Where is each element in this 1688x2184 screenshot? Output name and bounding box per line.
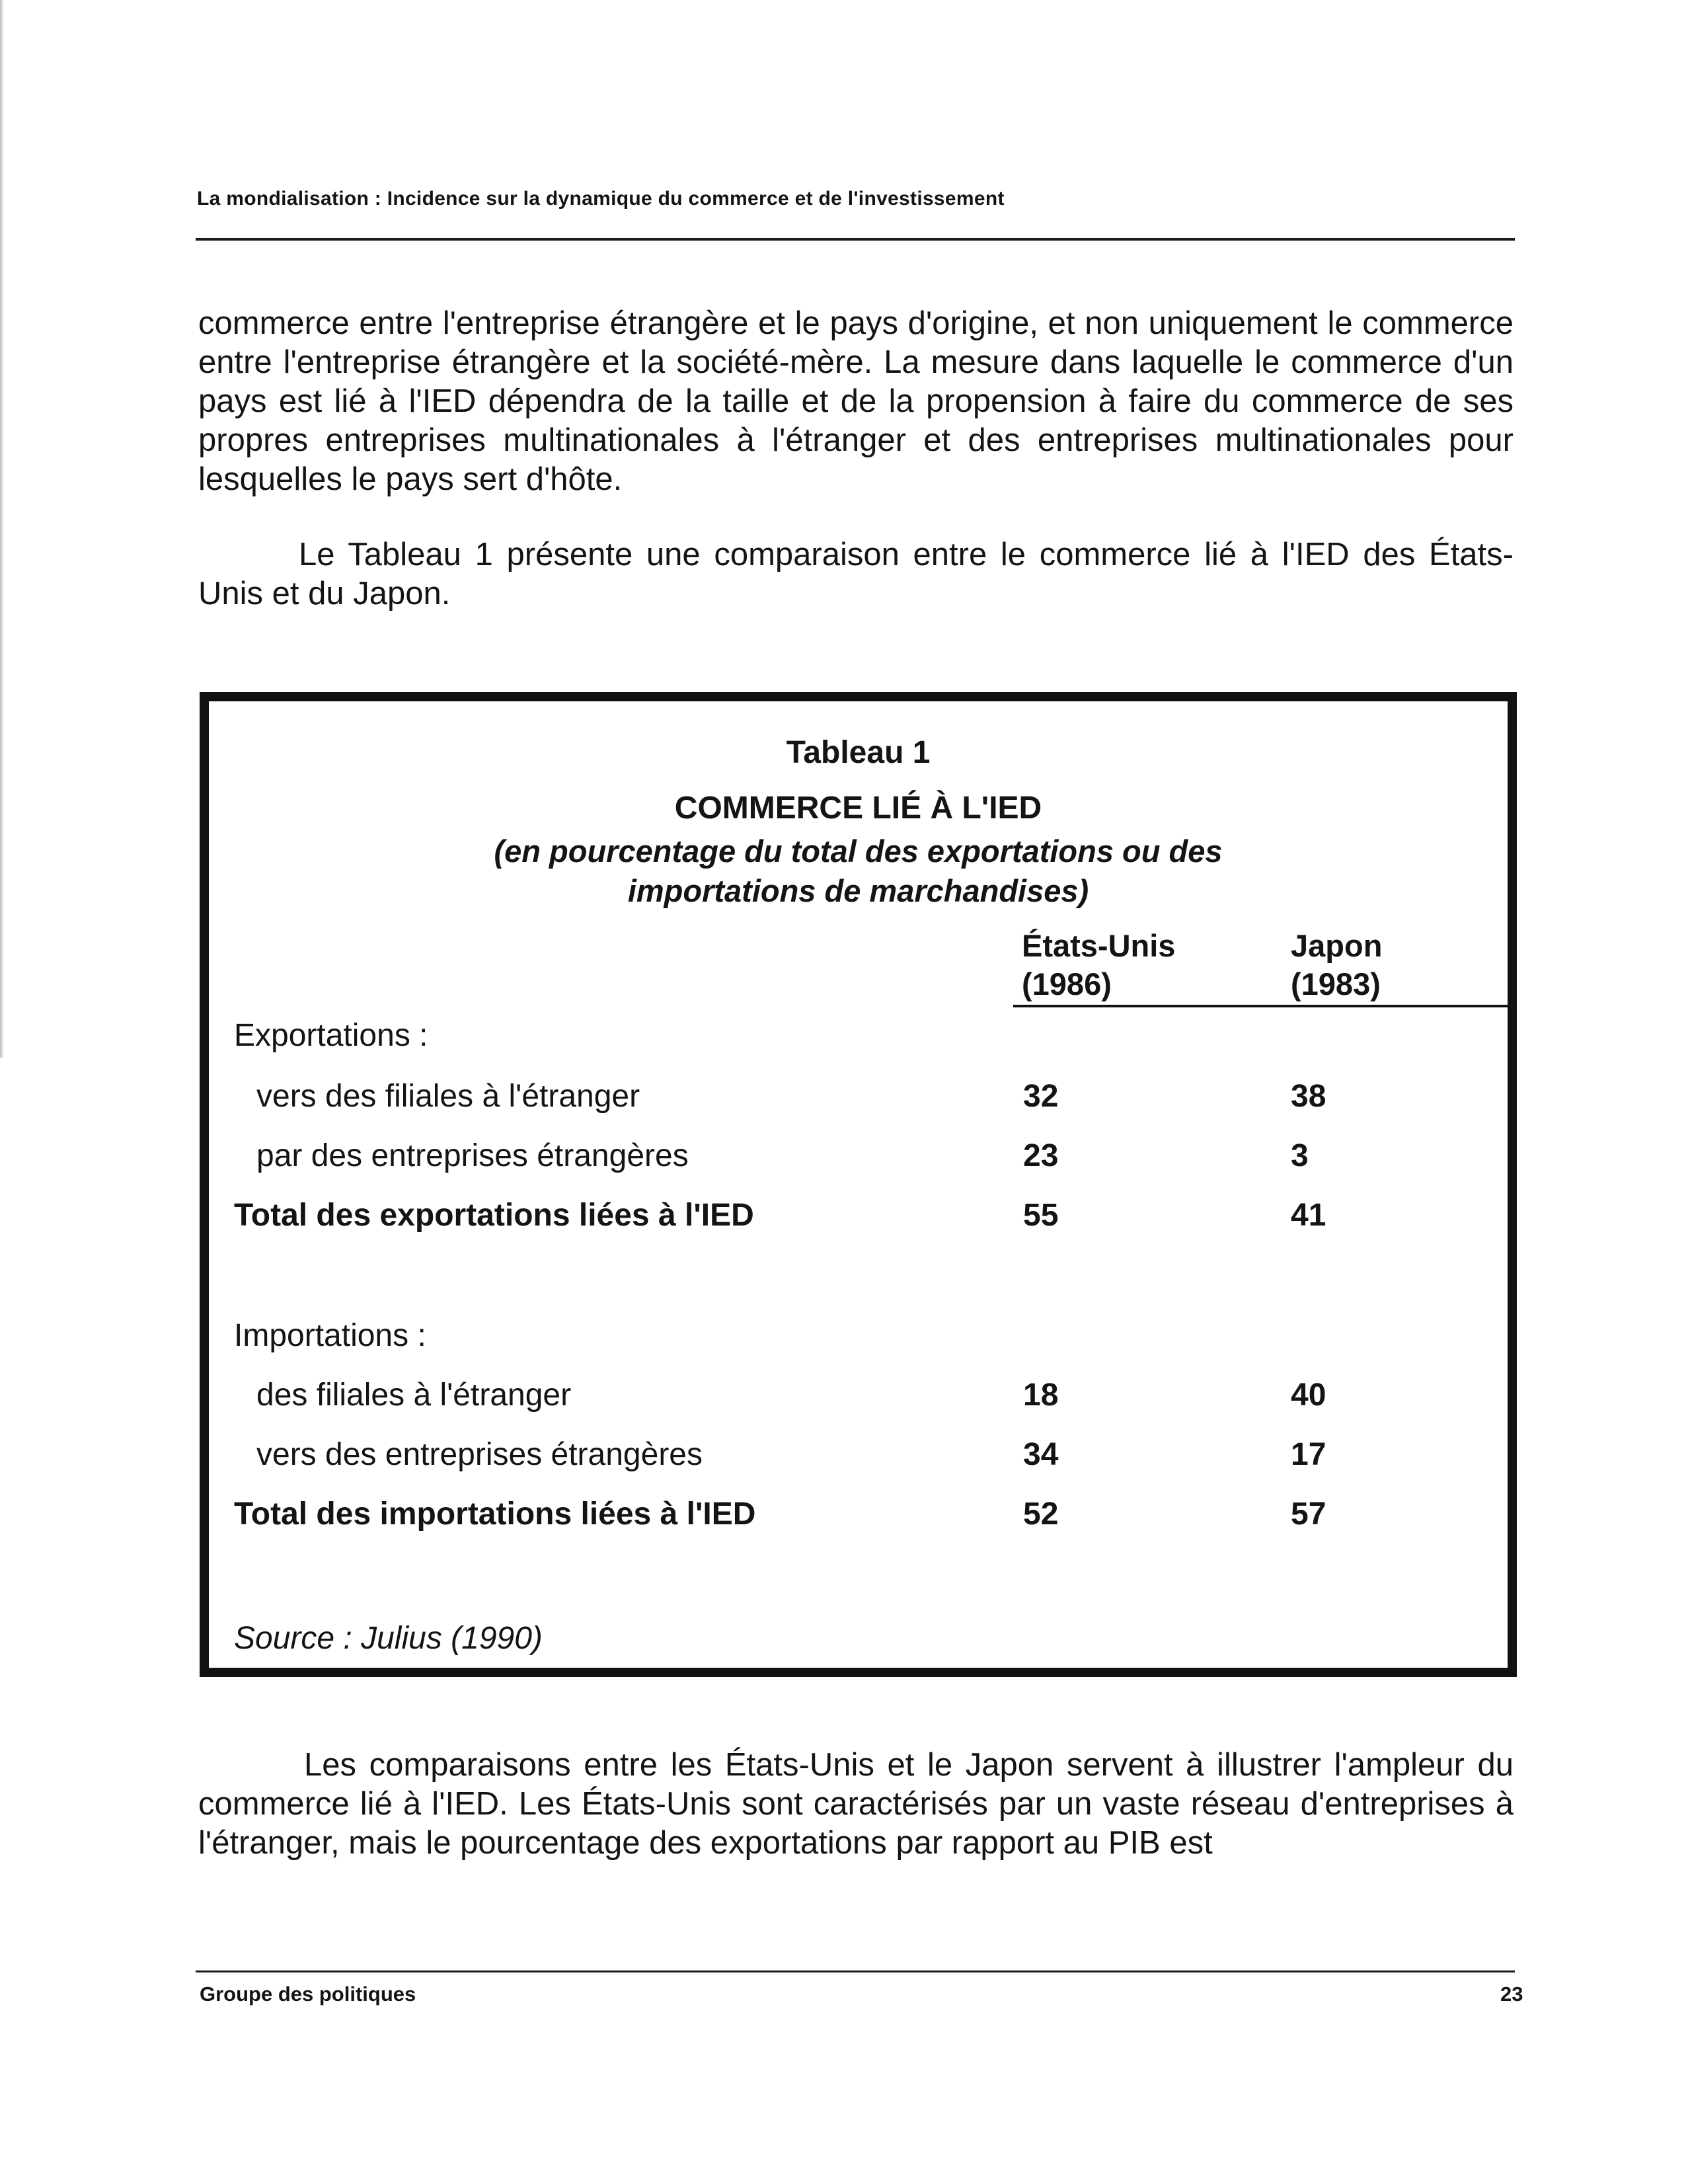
table-row (209, 1377, 1508, 1417)
column-header-japan-name: Japon (1291, 928, 1383, 963)
row-label: par des entreprises étrangères (256, 1138, 689, 1173)
table-row-total (209, 1496, 1508, 1536)
body-paragraph-1: commerce entre l'entreprise étrangère et le pays d'origine, et non uniquement le commerce entre l'entreprise étrangère et la société-mère. La mesure dans laquelle le commerce d'un pays est lié à l'IED dépendra de la taille et de la propension à faire du commerce de ses propres entreprises multinationales à l'étranger et des entreprises multinationales pour lesquelles le pays sert d'hôte. (198, 305, 1514, 497)
column-header-japan-year: (1983) (1291, 966, 1381, 1001)
value-us: 52 (1023, 1497, 1059, 1532)
exports-heading: Exportations : (234, 1018, 428, 1053)
imports-heading: Importations : (234, 1318, 426, 1353)
value-us: 34 (1023, 1437, 1059, 1472)
table-row (209, 1436, 1508, 1476)
table-row (209, 1138, 1508, 1177)
value-us: 23 (1023, 1138, 1059, 1173)
body-paragraph-3: Les comparaisons entre les États-Unis et le Japon servent à illustrer l'ampleur du commerce lié à l'IED. Les États-Unis sont caractérisés par un vaste réseau d'entreprises à l'étranger, mais le pourcentage des exportations par rapport au PIB est (198, 1747, 1514, 1861)
page-number: 23 (1500, 1982, 1523, 2006)
column-header-us-year: (1986) (1022, 966, 1112, 1001)
value-japan: 17 (1291, 1437, 1326, 1472)
value-us: 55 (1023, 1198, 1059, 1233)
value-japan: 57 (1291, 1497, 1326, 1532)
table-1 (200, 692, 1517, 1677)
table-row-total (209, 1197, 1508, 1237)
row-label: des filiales à l'étranger (256, 1378, 572, 1413)
column-header-japan (1291, 927, 1382, 1003)
table-source: Source : Julius (1990) (234, 1621, 543, 1656)
value-japan: 38 (1291, 1079, 1326, 1114)
table-subtitle-line-2: importations de marchandises) (627, 873, 1089, 908)
value-japan: 40 (1291, 1378, 1326, 1413)
table-label: Tableau 1 (786, 735, 931, 770)
header-rule (196, 238, 1515, 241)
table-row (209, 1078, 1508, 1118)
body-paragraph-2: Le Tableau 1 présente une comparaison entre le commerce lié à l'IED des États-Unis et du Japon. (198, 537, 1514, 611)
column-header-rule (1013, 1005, 1517, 1007)
value-us: 18 (1023, 1378, 1059, 1413)
scan-edge (0, 0, 4, 1058)
footer-publisher: Groupe des politiques (200, 1982, 416, 2006)
value-us: 32 (1023, 1079, 1059, 1114)
row-label: Total des exportations liées à l'IED (234, 1198, 754, 1233)
footer-rule (196, 1970, 1515, 1972)
column-header-us (1022, 927, 1175, 1003)
table-title: COMMERCE LIÉ À L'IED (674, 791, 1042, 826)
value-japan: 3 (1291, 1138, 1309, 1173)
table-subtitle-line-1: (en pourcentage du total des exportations ou des (494, 834, 1223, 869)
column-header-us-name: États-Unis (1022, 928, 1176, 963)
running-header: La mondialisation : Incidence sur la dynamique du commerce et de l'investissement (197, 188, 1005, 210)
row-label: vers des entreprises étrangères (256, 1437, 703, 1472)
row-label: vers des filiales à l'étranger (256, 1079, 640, 1114)
table-subtitle (209, 832, 1508, 911)
row-label: Total des importations liées à l'IED (234, 1497, 756, 1532)
value-japan: 41 (1291, 1198, 1326, 1233)
